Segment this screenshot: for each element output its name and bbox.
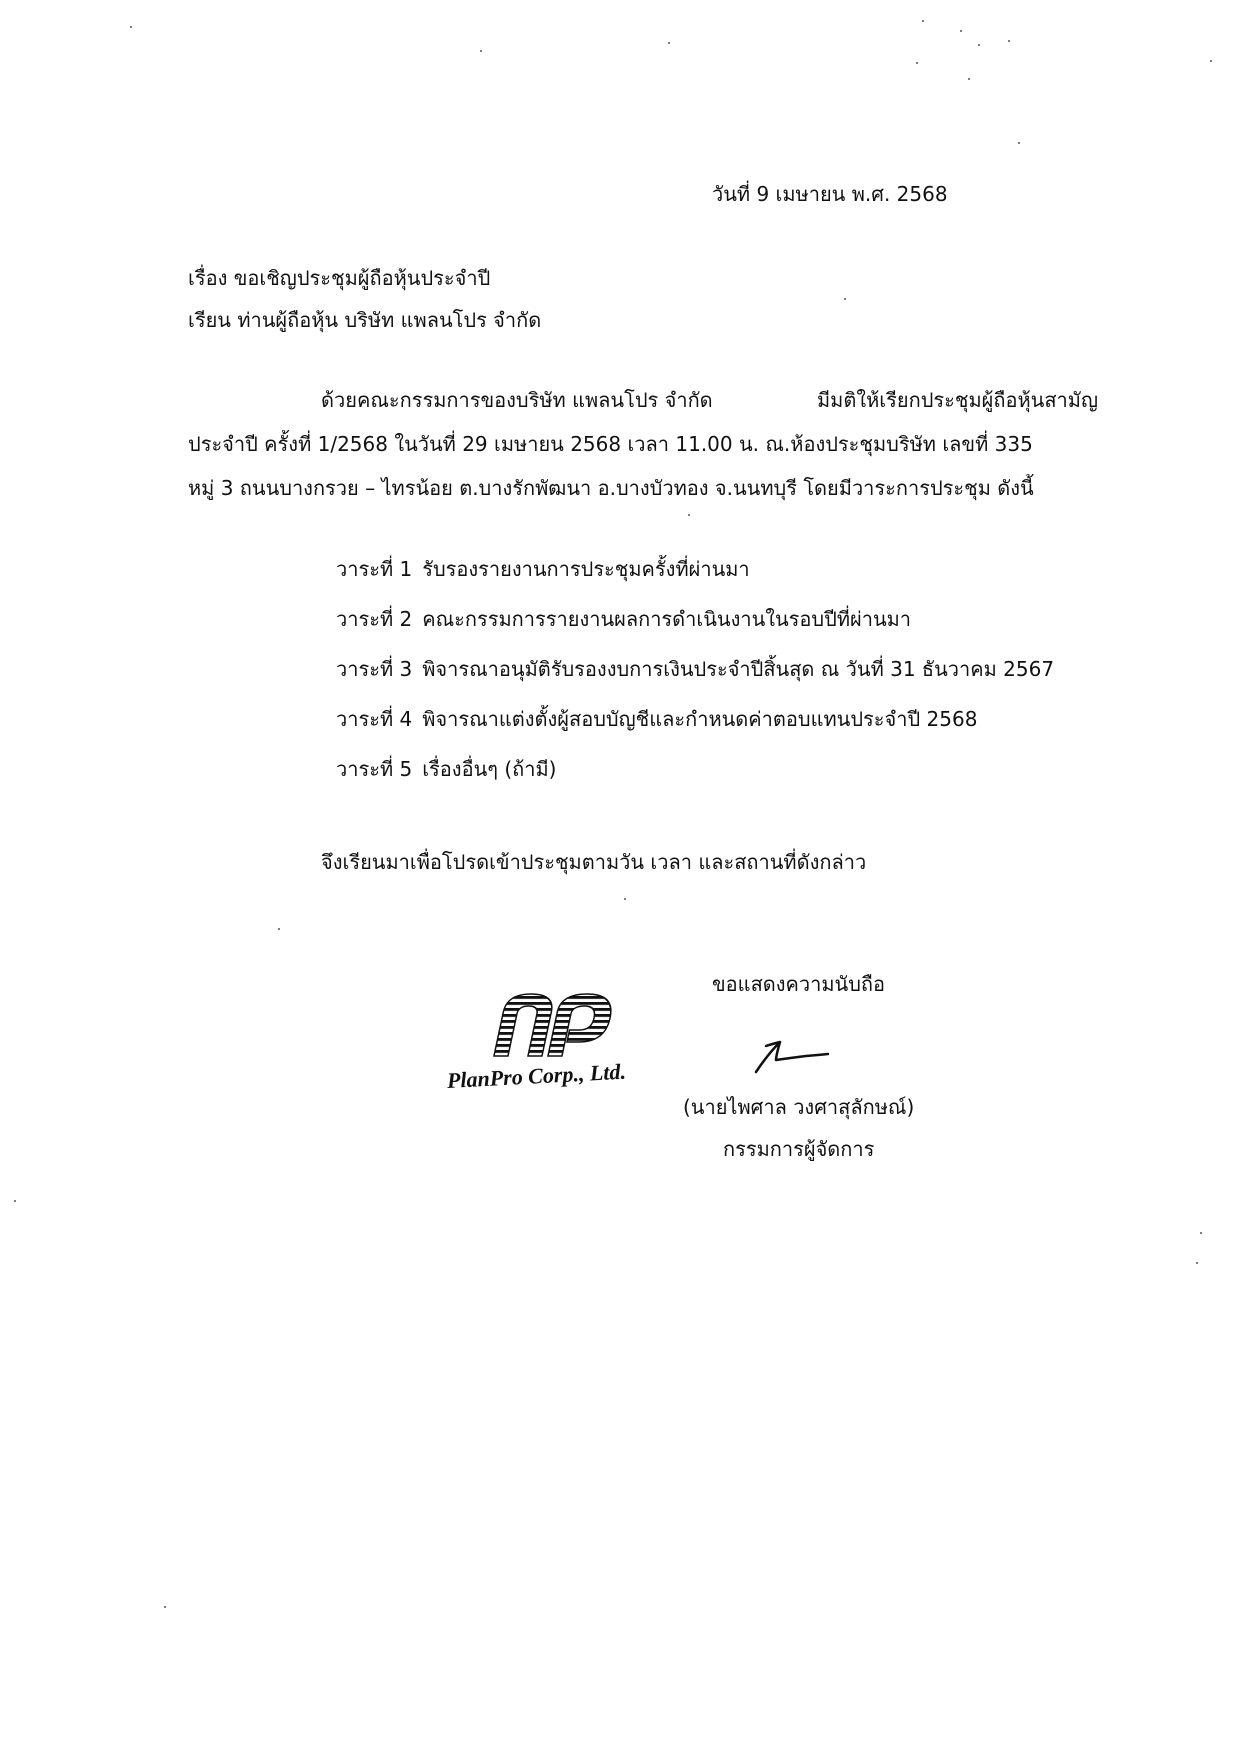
scan-speck xyxy=(688,514,690,516)
body-paragraph-line-2: ประจำปี ครั้งที่ 1/2568 ในวันที่ 29 เมษายน 2568 เวลา 11.00 น. ณ.ห้องประชุมบริษัท เลขที่ 335 xyxy=(188,432,1033,456)
body-paragraph-line-1 xyxy=(321,386,1099,414)
scan-speck xyxy=(480,50,482,52)
closing-sentence: จึงเรียนมาเพื่อโปรดเข้าประชุมตามวัน เวลา และสถานที่ดังกล่าว xyxy=(321,850,867,874)
body-line-1-end: มีมติให้เรียกประชุมผู้ถือหุ้นสามัญ xyxy=(817,388,1099,412)
agenda-item xyxy=(336,655,1054,683)
agenda-item xyxy=(336,705,1054,733)
body-line-1-start: ด้วยคณะกรรมการของบริษัท แพลนโปร จำกัด xyxy=(321,388,713,412)
company-logo-text: PlanPro Corp., Ltd. xyxy=(446,1058,627,1093)
scan-speck xyxy=(1018,142,1020,144)
agenda-item-label: วาระที่ 1 xyxy=(336,557,413,581)
company-logo-icon xyxy=(490,990,630,1060)
signer-title: กรรมการผู้จัดการ xyxy=(723,1137,875,1161)
scan-speck xyxy=(922,20,924,22)
agenda-item-text: พิจารณาอนุมัติรับรองงบการเงินประจำปีสิ้นสุด ณ วันที่ 31 ธันวาคม 2567 xyxy=(422,657,1055,681)
scan-speck xyxy=(916,62,918,64)
agenda-item-label: วาระที่ 3 xyxy=(336,657,413,681)
scan-speck xyxy=(1196,1262,1198,1264)
agenda-item-label: วาระที่ 5 xyxy=(336,757,413,781)
agenda-item-label: วาระที่ 4 xyxy=(336,707,413,731)
scan-speck xyxy=(130,26,132,28)
scan-speck xyxy=(668,42,670,44)
body-paragraph-line-3: หมู่ 3 ถนนบางกรวย – ไทรน้อย ต.บางรักพัฒนา อ.บางบัวทอง จ.นนทบุรี โดยมีวาระการประชุม ดังนี้ xyxy=(188,476,1034,500)
agenda-item-label: วาระที่ 2 xyxy=(336,607,413,631)
scan-speck xyxy=(164,1606,166,1608)
agenda-item xyxy=(336,605,1054,633)
letter-recipient: เรียน ท่านผู้ถือหุ้น บริษัท แพลนโปร จำกัด xyxy=(188,308,542,332)
signature-icon xyxy=(746,1030,836,1080)
agenda-item-text: พิจารณาแต่งตั้งผู้สอบบัญชีและกำหนดค่าตอบแทนประจำปี 2568 xyxy=(422,707,978,731)
agenda-item xyxy=(336,755,1054,783)
agenda-list xyxy=(336,555,1054,805)
scan-speck xyxy=(1200,1232,1202,1234)
letter-date: วันที่ 9 เมษายน พ.ศ. 2568 xyxy=(712,182,948,206)
scan-speck xyxy=(978,44,980,46)
scan-speck xyxy=(278,928,280,930)
signer-name: (นายไพศาล วงศาสุลักษณ์) xyxy=(683,1095,915,1119)
scan-speck xyxy=(968,78,970,80)
scan-speck xyxy=(844,298,846,300)
agenda-item xyxy=(336,555,1054,583)
agenda-item-text: รับรองรายงานการประชุมครั้งที่ผ่านมา xyxy=(422,557,750,581)
agenda-item-text: เรื่องอื่นๆ (ถ้ามี) xyxy=(422,757,557,781)
scan-speck xyxy=(14,1200,16,1202)
scan-speck xyxy=(624,898,626,900)
scan-speck xyxy=(960,30,962,32)
scan-speck xyxy=(1210,60,1212,62)
letter-subject: เรื่อง ขอเชิญประชุมผู้ถือหุ้นประจำปี xyxy=(188,266,491,290)
agenda-item-text: คณะกรรมการรายงานผลการดำเนินงานในรอบปีที่ผ่านมา xyxy=(422,607,912,631)
scan-speck xyxy=(1008,40,1010,42)
regards: ขอแสดงความนับถือ xyxy=(712,972,886,996)
